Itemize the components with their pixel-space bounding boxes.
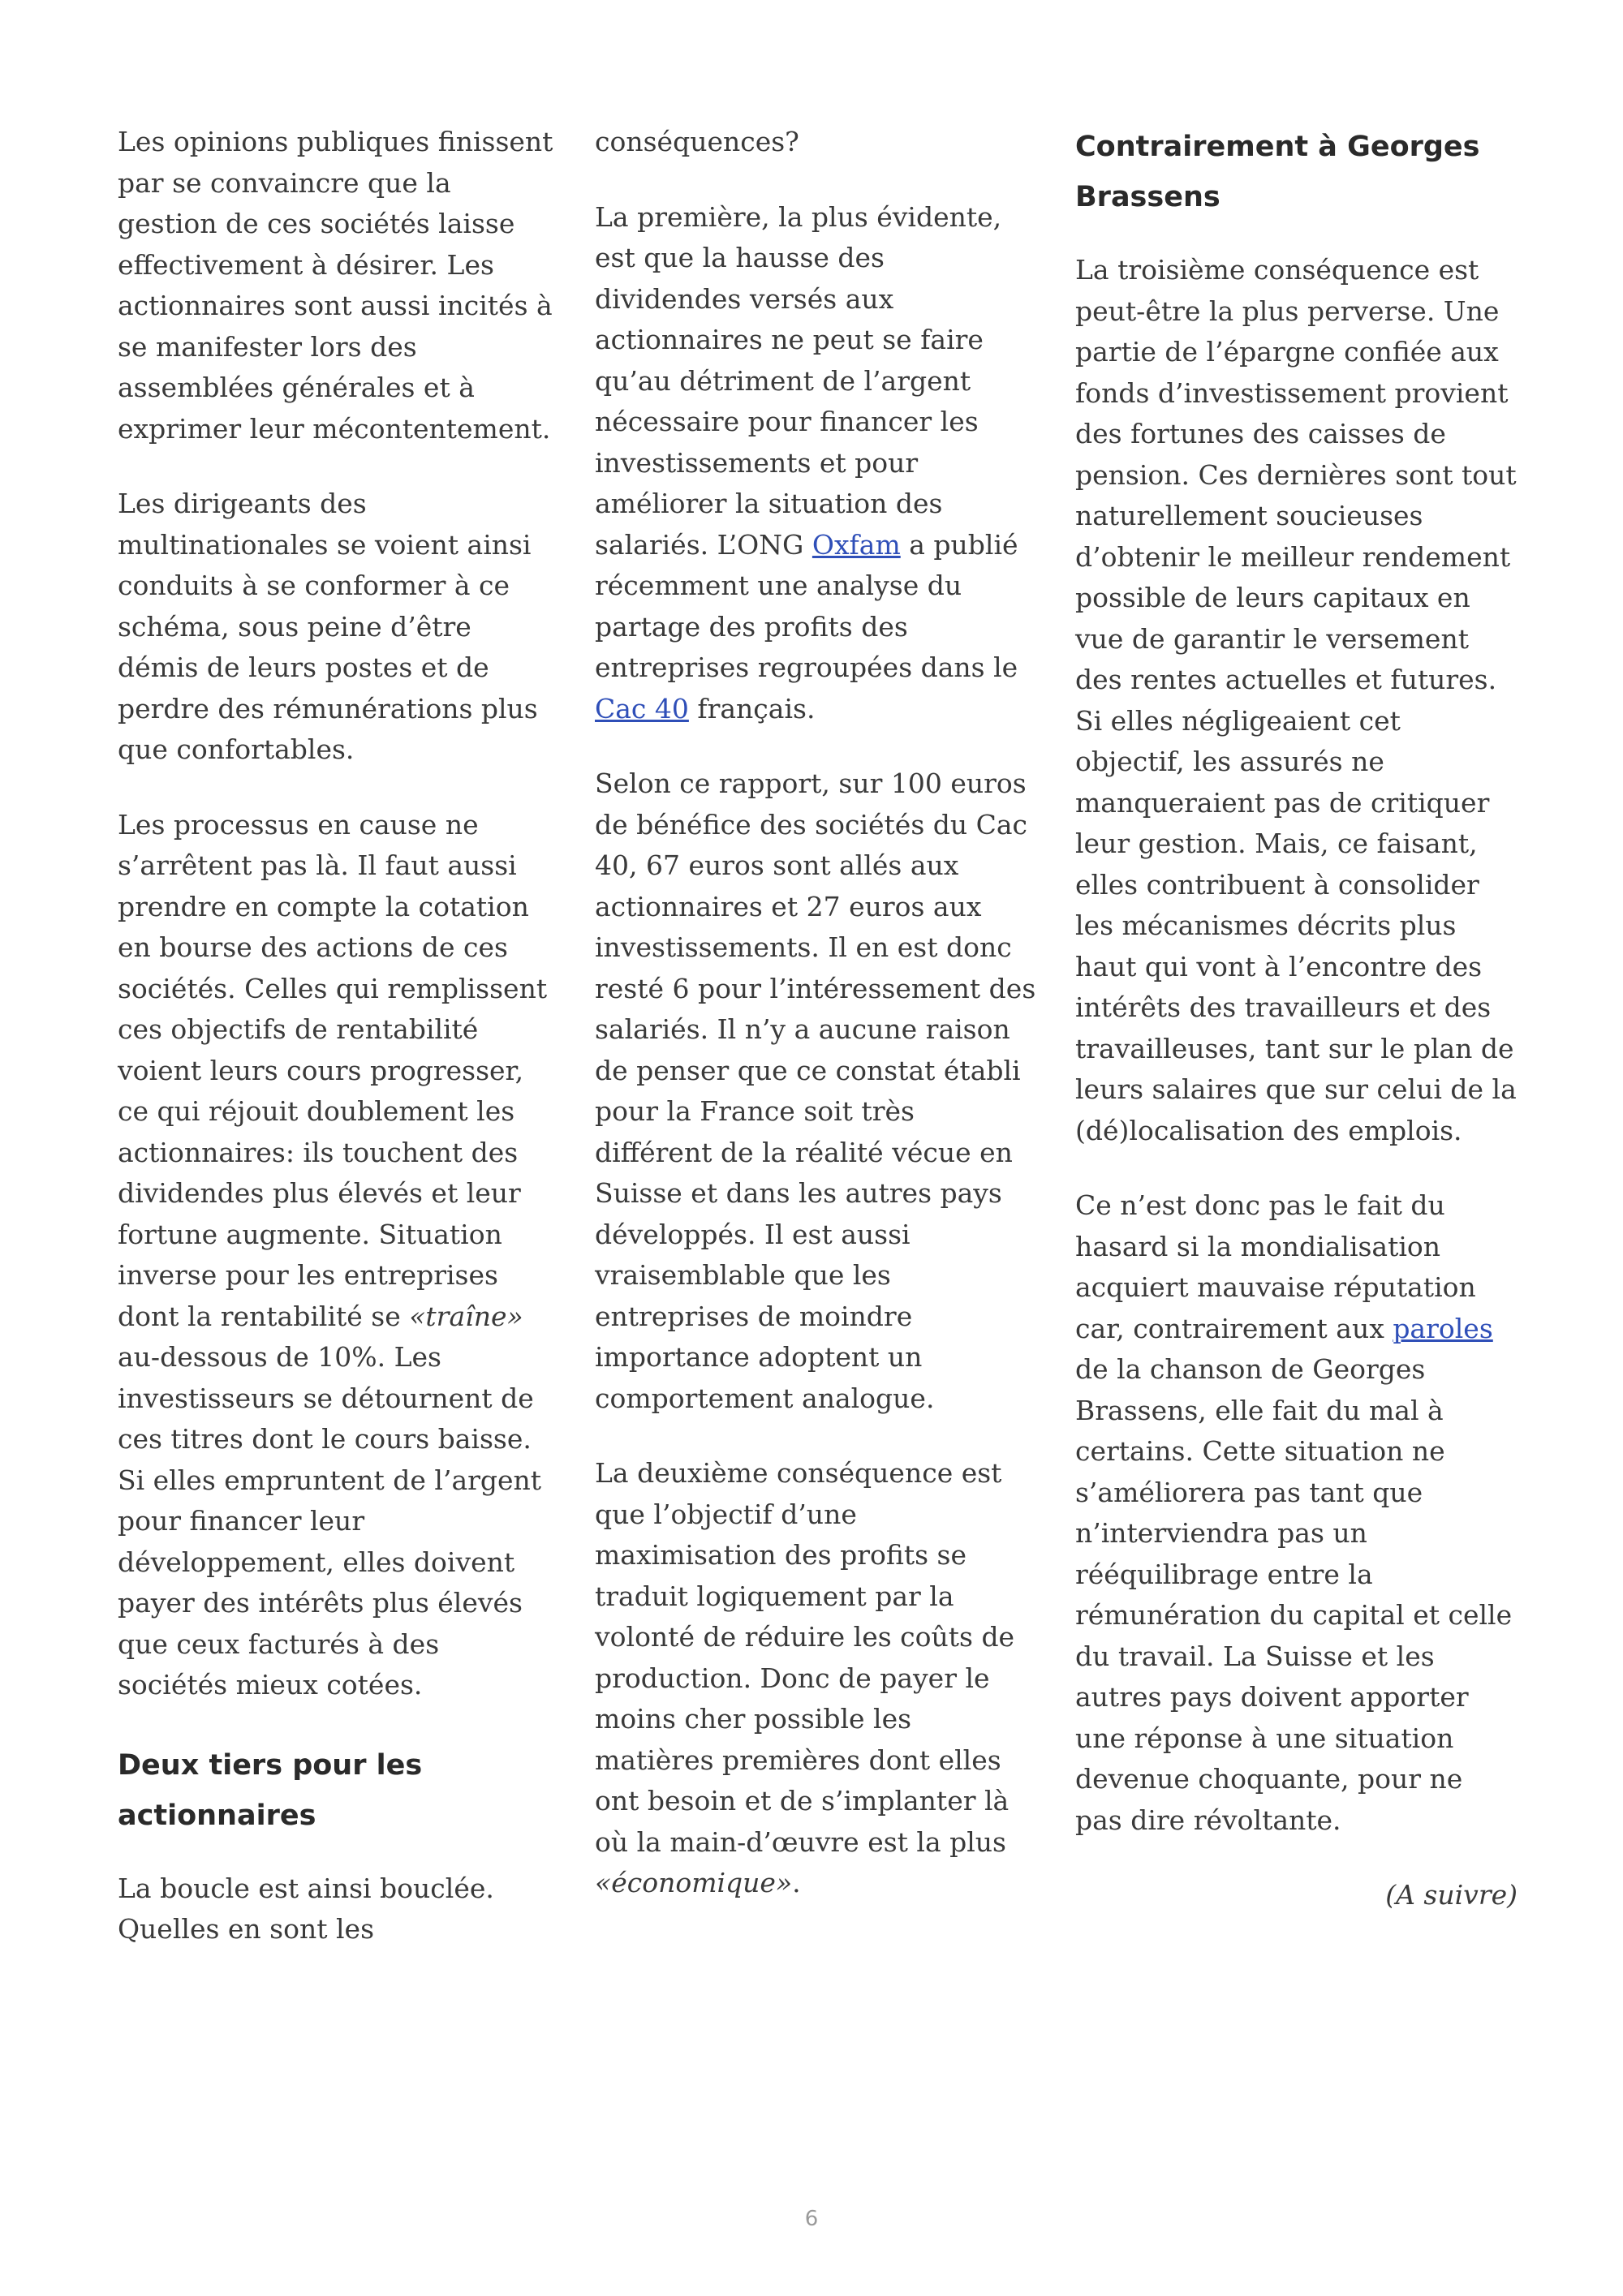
paragraph: Les dirigeants des multinationales se voient ainsi conduits à se conformer à ce schéma, sous peine d’être démis de leurs postes et de perdre des rémunérations plus que confortables. (118, 488, 538, 765)
text-run: . (792, 1867, 801, 1898)
column-3 (1075, 122, 1518, 1950)
section-heading: Contrairement à Georges Brassens (1075, 131, 1480, 213)
paragraph: Selon ce rapport, sur 100 euros de bénéfice des sociétés du Cac 40, 67 euros sont allés aux actionnaires et 27 euros aux investissements. Il en est donc resté 6 pour l’intéressement des salariés. Il n’y a aucune raison de penser que ce constat établi pour la France soit très différent de la réalité vécue en Suisse et dans les autres pays développés. Il est aussi vraisemblable que les entreprises de moindre importance adoptent un comportement analogue. (595, 767, 1036, 1414)
paragraph (595, 1453, 1037, 1904)
paragraph: conséquences? (595, 126, 799, 157)
to-be-continued: (A suivre) (1385, 1879, 1518, 1911)
page-number: 6 (804, 2207, 819, 2231)
paragraph: La boucle est ainsi bouclée. Quelles en sont les (118, 1872, 494, 1945)
paroles-link[interactable]: paroles (1393, 1312, 1493, 1344)
text-run: La deuxième conséquence est que l’objectif d’une maximisation des profits se traduit logiquement par la volonté de réduire les coûts de production. Donc de payer le moins cher possible les matières premières dont elles ont besoin et de s’implanter là où la main-d’œuvre est la plus (595, 1457, 1015, 1858)
paragraph (118, 805, 556, 1706)
text-run: au-dessous de 10%. Les investisseurs se détournent de ces titres dont le cours baisse. Si elles empruntent de l’argent pour financer leur développement, elles doivent payer des intérêts plus élevés que ceux facturés à des sociétés mieux cotées. (118, 1341, 542, 1701)
paragraph: Les opinions publiques finissent par se convaincre que la gestion de ces sociétés laisse effectivement à désirer. Les actionnaires sont aussi incités à se manifester lors des assemblées générales et à exprimer leur mécontentement. (118, 126, 553, 445)
text-run: a publié récemment une analyse du partage des profits des entreprises regroupées dans le (595, 528, 1018, 683)
text-run: Les processus en cause ne s’arrêtent pas là. Il faut aussi prendre en compte la cotation en bourse des actions de ces sociétés. Celles qui remplissent ces objectifs de rentabilité voient leurs cours progresser, ce qui réjouit doublement les actionnaires: ils touchent des dividendes plus élevés et leur fortune augmente. Situation inverse pour les entreprises dont la rentabilité se (118, 808, 548, 1332)
paragraph: La troisième conséquence est peut-être la plus perverse. Une partie de l’épargne confiée aux fonds d’investissement provient des fortunes des caisses de pension. Ces dernières sont tout naturellement soucieuses d’obtenir le meilleur rendement possible de leurs capitaux en vue de garantir le versement des rentes actuelles et futures. Si elles négligeaient cet objectif, les assurés ne manqueraient pas de critiquer leur gestion. Mais, ce faisant, elles contribuent à consolider les mécanismes décrits plus haut qui vont à l’encontre des intérêts des travailleurs et des travailleuses, tant sur le plan de leurs salaires que sur celui de la (dé)localisation des emplois. (1075, 254, 1517, 1146)
paragraph (1075, 1185, 1518, 1841)
quoted-term: «économique» (595, 1867, 793, 1898)
column-1 (118, 122, 556, 1984)
text-run: Ce n’est donc pas le fait du hasard si la mondialisation acquiert mauvaise réputation car, contrairement aux (1075, 1189, 1476, 1344)
section-heading: Deux tiers pour les actionnaires (118, 1748, 423, 1832)
text-run: français. (688, 692, 816, 724)
paragraph (595, 197, 1037, 730)
column-2 (595, 122, 1037, 1938)
oxfam-link[interactable]: Oxfam (812, 528, 901, 561)
cac40-link[interactable]: Cac 40 (595, 692, 689, 724)
quoted-term: «traîne» (409, 1300, 523, 1332)
text-run: de la chanson de Georges Brassens, elle fait du mal à certains. Cette situation ne s’améliorera pas tant que n’interviendra pas un rééquilibrage entre la rémunération du capital et celle du travail. La Suisse et les autres pays doivent apporter une réponse à une situation devenue choquante, pour ne pas dire révoltante. (1075, 1353, 1513, 1836)
text-run: La première, la plus évidente, est que la hausse des dividendes versés aux actionnaires ne peut se faire qu’au détriment de l’argent nécessaire pour financer les investissements et pour améliorer la situation des salariés. L’ONG (595, 200, 1002, 561)
